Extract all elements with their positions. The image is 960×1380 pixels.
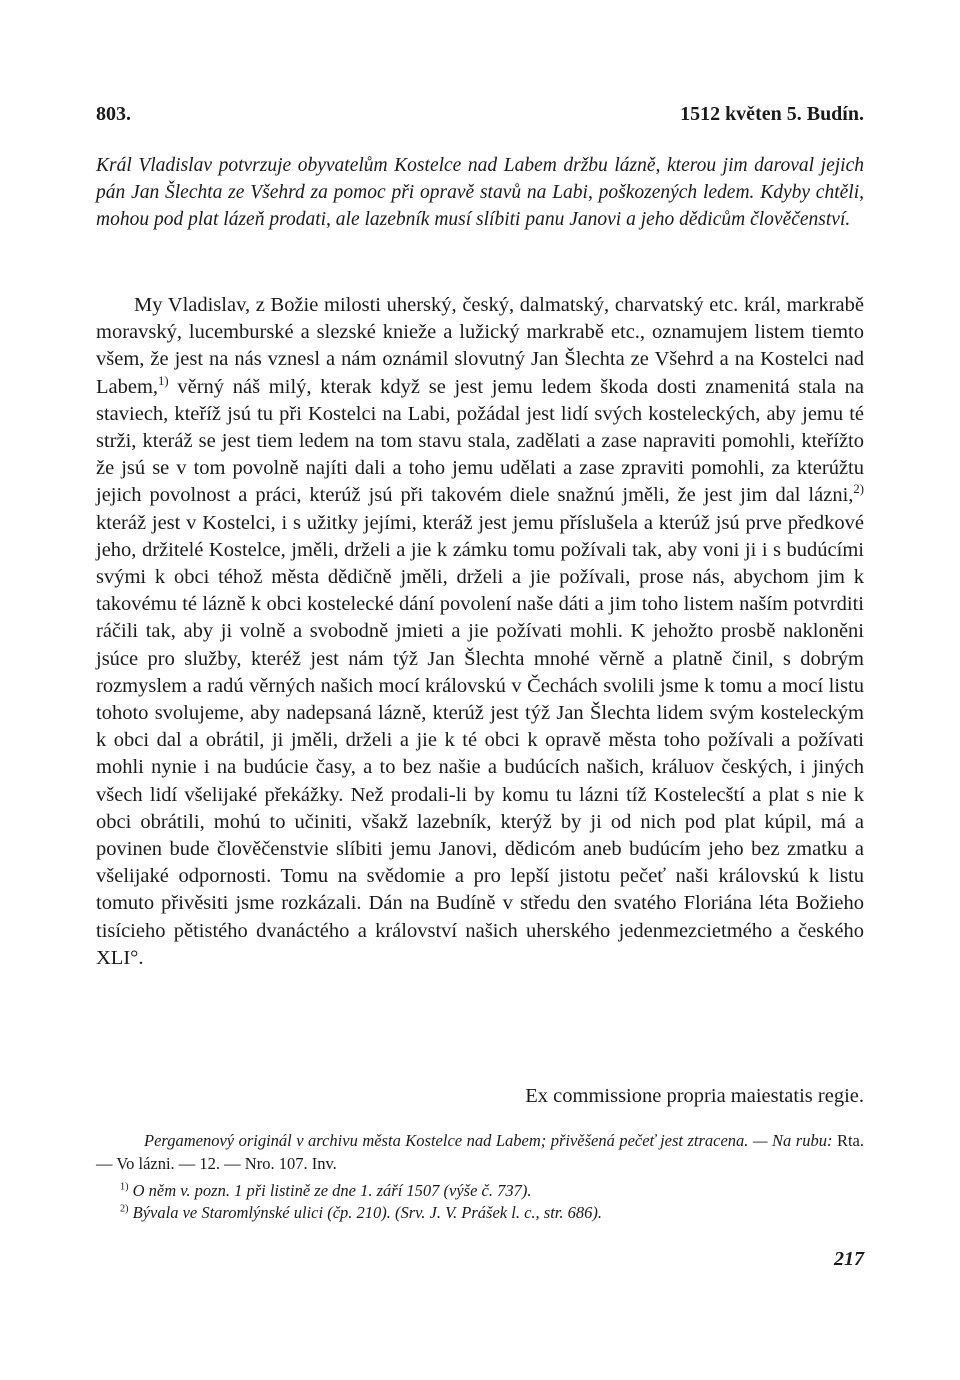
- charter-text: [96, 292, 864, 972]
- closing-formula: Ex commissione propria maiestatis regie.: [525, 1085, 864, 1107]
- footnotes: [96, 1180, 864, 1224]
- document-number: 803.: [96, 103, 131, 125]
- charter-text-part-1: My Vladislav, z Božie milosti uherský, český, dalmatský, charvatský etc. král, markrabě moravský, lucemburské a slezské knieže a lužický markrabě etc., oznamujem listem tiemto všem, že jest na nás vznesl a nám oznámil slovutný Jan Šlechta ze Všehrd a na Kostelci nad Labem,: [96, 294, 864, 398]
- source-note: [96, 1129, 864, 1175]
- footnote-1-text: O něm v. pozn. 1 při listině ze dne 1. září 1507 (výše č. 737).: [128, 1181, 532, 1200]
- source-italic: Pergamenový originál v archivu města Kostelce nad Labem; přivěšená pečeť jest ztracena. — Na rubu:: [144, 1131, 833, 1150]
- regest-summary: Král Vladislav potvrzuje obyvatelům Kostelce nad Labem držbu lázně, kterou jim daroval jejich pán Jan Šlechta ze Všehrd za pomoc při opravě stavů na Labi, poškozených ledem. Kdyby chtěli, mohou pod plat lázeň prodati, ale lazebník musí slíbiti panu Janovi a jeho dědicům člověčenství.: [96, 155, 864, 230]
- charter-paragraph: [96, 292, 864, 972]
- source-roman: Rta. — Vo lázni. — 12. — Nro. 107. Inv.: [96, 1131, 864, 1173]
- charter-text-part-2: věrný náš milý, kterak když se jest jemu ledem škoda dosti znamenitá stala na staviech, kteříž jsú tu při Kostelci na Labi, požádal jest lidí svých kosteleckých, aby jemu té strži, kteráž se jest tiem ledem na tom stavu stala, zadělati a zase napraviti pomohli, kteřížto že jsú se v tom povolně najíti dali a toho jemu udělati a zase zpraviti pomohli, za kterúžtu jejich povolnost a práci, kterúž jsú při takovém diele snažnú jměli, že jest jim dal lázni,: [96, 375, 864, 507]
- charter-text-part-3: kteráž jest v Kostelci, i s užitky jejími, kteráž jest jemu příslušela a kterúž jsú prve předkové jeho, držitelé Kostelce, jměli, drželi a jie k zámku tomu požívali tak, aby voni ji i s budúcími svými k obci téhož města dědičně jměli, drželi a jie požívali, prose nás, abychom jim k takovému té lázně k obci kostelecké dání povolení naše dáti a jim toho listem naším potvrditi ráčili tak, aby ji volně a svobodně jmieti a jie požívati mohli. K jehožto prosbě nakloněni jsúce pro služby, kteréž jest nám týž Jan Šlechta mnohé věrně a platně činil, s dobrým rozmyslem a radú věrných našich mocí královskú v Čechách svolili jsme k tomu a mocí listu tohoto svolujeme, aby nadepsaná lázně, kterúž jest týž Jan Šlechta lidem svým kosteleckým k obci dal a obrátil, ji jměli, drželi a jie k té obci k opravě města toho požívali a požívati mohli nynie i na budúcie časy, a to bez našie a budúcích našich, králuov českých, i jiných všech lidí všelijaké překážky. Než prodali-li by komu tu lázni tíž Kostelecští a plat s nie k obci obrátili, mohú to učiniti, všakž lazebník, kterýž by ji od nich pod plat kúpil, má a povinen bude člověčenstvie slíbiti jemu Janovi, dědicóm aneb budúcím jeho bez zmatku a všelijaké odpornosti. Tomu na svědomie a pro lepší jistotu pečeť naši královskú k listu tomuto přivěsiti jsme rozkázali. Dán na Budíně v středu den svatého Floriána léta Božieho tisícieho pětistého dvanáctého a království našich uherského jedenmezcietmého a českého XLI°.: [96, 511, 864, 969]
- footnote-2-ref: 2): [120, 1203, 129, 1215]
- page-header: [96, 103, 864, 131]
- page-number: 217: [834, 1248, 864, 1270]
- date-place: 1512 květen 5. Budín.: [680, 103, 864, 125]
- footnote-2: [96, 1202, 864, 1224]
- footnote-1-ref: 1): [120, 1181, 129, 1193]
- footnote-ref-2: 2): [853, 482, 864, 497]
- footnote-1: [96, 1180, 864, 1202]
- footnote-2-text: Bývala ve Staromlýnské ulici (čp. 210). (Srv. J. V. Prášek l. c., str. 686).: [128, 1203, 603, 1222]
- footnote-ref-1: 1): [158, 373, 169, 388]
- document-page: [96, 0, 864, 1380]
- source-paragraph: [96, 1129, 864, 1175]
